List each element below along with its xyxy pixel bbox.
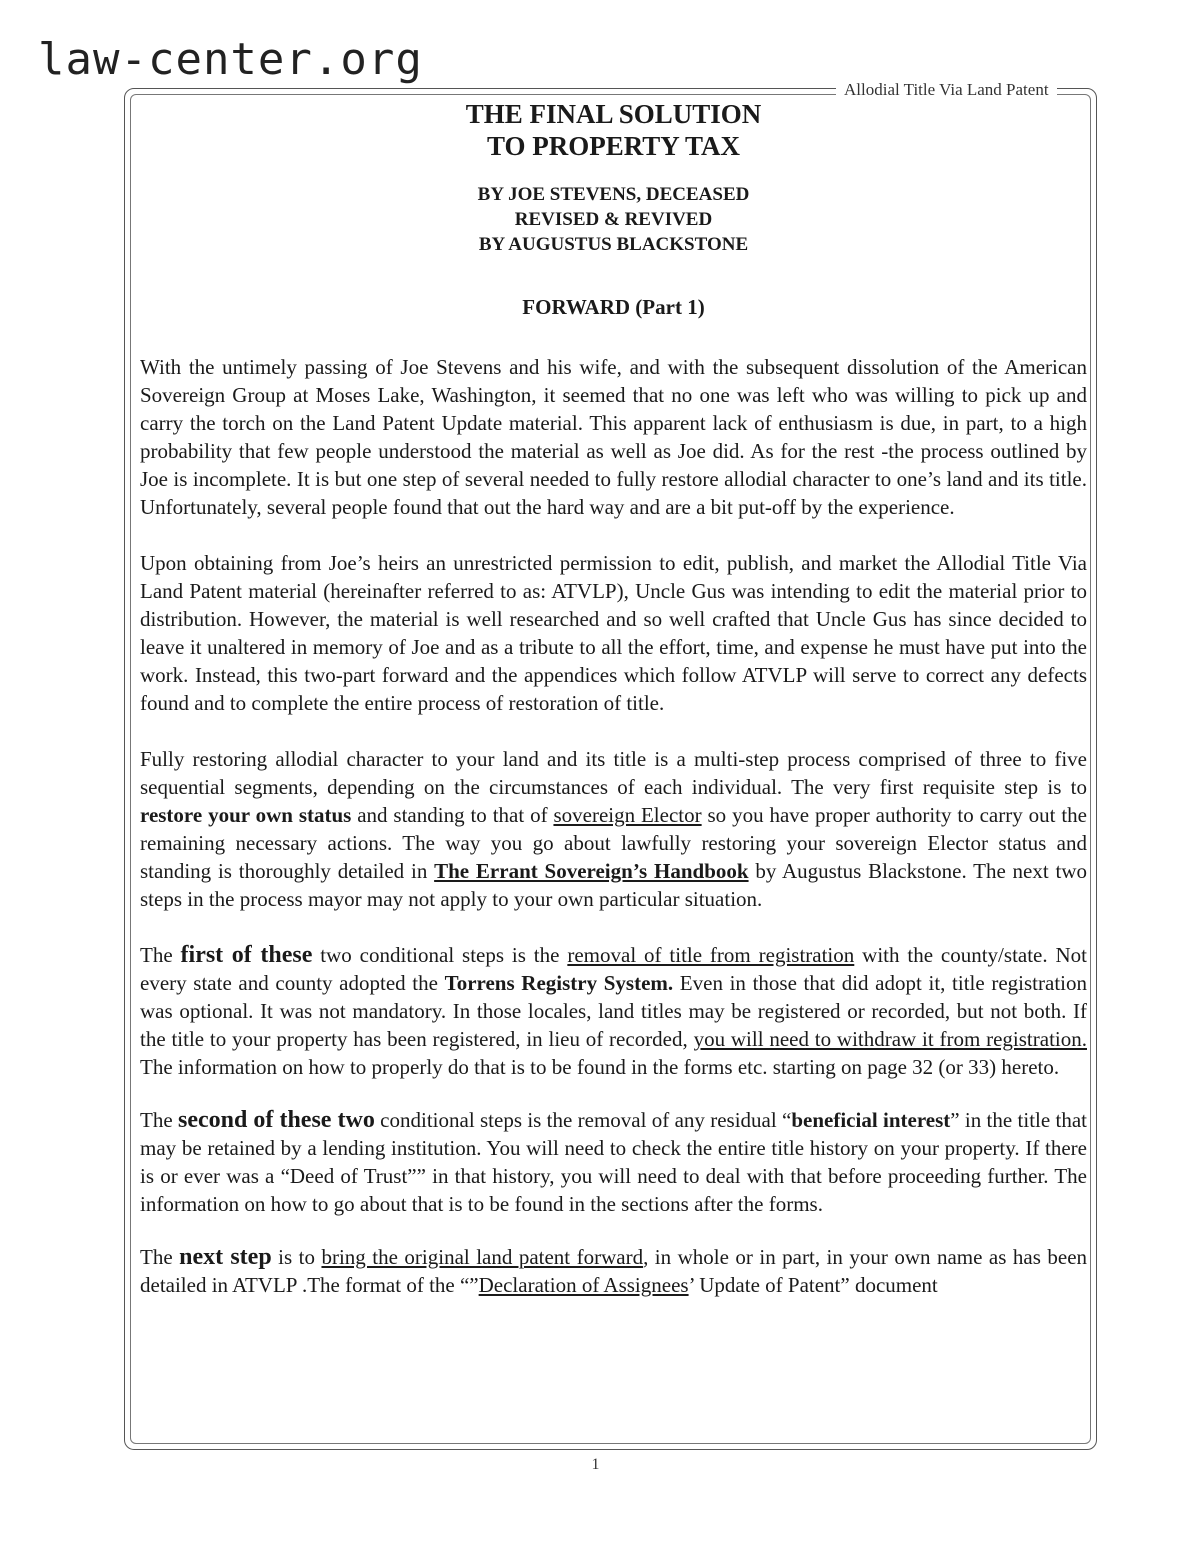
document-title (140, 98, 1087, 162)
site-watermark: law-center.org (38, 34, 423, 85)
text-run: ’ Update of Patent” document (688, 1273, 938, 1297)
text-run: is to (271, 1245, 322, 1269)
emphasis-next-step: next step (179, 1244, 272, 1270)
text-run: The information on how to properly do that is to be found in the forms etc. starting on page 32 (or 33) hereto. (140, 1055, 1060, 1079)
emphasis-beneficial-interest: beneficial interest (791, 1108, 951, 1132)
paragraph-3 (140, 745, 1087, 913)
byline-line-1: BY JOE STEVENS, DECEASED (477, 184, 750, 205)
title-line-2: TO PROPERTY TAX (486, 131, 741, 161)
text-run: and standing to that of (351, 803, 554, 827)
underline-removal-of-title: removal of title from registration (567, 943, 855, 967)
section-heading: FORWARD (Part 1) (522, 295, 705, 319)
text-run: Even in those that did adopt it, title registration was optional. It was not mandatory. In those locales, land titles may be registered or recorded, but not both. If the title to your property has been registered, in lieu of recorded, (140, 971, 1087, 1051)
underline-sovereign-elector: sovereign Elector (553, 803, 702, 827)
page-number: 1 (591, 1456, 600, 1473)
paragraph-5 (140, 1106, 1087, 1218)
text-run: The (140, 1108, 178, 1132)
title-line-1: THE FINAL SOLUTION (465, 99, 762, 129)
running-header: Allodial Title Via Land Patent (836, 80, 1057, 100)
text-run: , in whole or in part, in your own name as has been detailed in ATVLP .The format of the “” (140, 1245, 1088, 1297)
text-run: ” in the title that may be retained by a lending institution. You will need to check the entire title history on your property. If there is or ever was a “Deed of Trust”” in that history, you will need to deal with that before proceeding further. The information on how to go about that is to be found in the sections after the forms. (140, 1108, 1088, 1216)
emphasis-first-of-these: first of these (180, 942, 313, 968)
text-run: by Augustus Blackstone. The next two steps in the process mayor may not apply to your own particular situation. (140, 859, 1088, 911)
text-run: conditional steps is the removal of any residual “ (374, 1108, 792, 1132)
document-body (140, 98, 1087, 1299)
text-run: The (140, 943, 181, 967)
byline (140, 182, 1087, 257)
paragraph-2: Upon obtaining from Joe’s heirs an unrestricted permission to edit, publish, and market the Allodial Title Via Land Patent material (hereinafter referred to as: ATVLP), Uncle Gus was intending to edit the material prior to distribution. However, the material is well researched and so well crafted that Uncle Gus has since decided to leave it unaltered in memory of Joe and as a tribute to all the effort, time, and expense he must have put into the work. Instead, this two-part forward and the appendices which follow ATVLP will serve to correct any defects found and to complete the entire process of restoration of title. (140, 551, 1087, 715)
byline-line-2: REVISED & REVIVED (514, 209, 713, 230)
text-run: Fully restoring allodial character to your land and its title is a multi-step process comprised of three to five sequential segments, depending on the circumstances of each individual. The very first requisite step is to (140, 747, 1087, 799)
underline-declaration-of-assignees: Declaration of Assignees (478, 1273, 689, 1297)
text-run: so you have proper authority to carry out the remaining necessary actions. The way you go about lawfully restoring your sovereign Elector status and standing is thoroughly detailed in (140, 803, 1087, 883)
paragraph-6 (140, 1243, 1087, 1299)
book-title-errant-sovereigns-handbook: The Errant Sovereign’s Handbook (434, 859, 749, 883)
emphasis-torrens-registry: Torrens Registry System. (444, 971, 674, 995)
text-run: two conditional steps is the (312, 943, 568, 967)
underline-withdraw-registration: you will need to withdraw it from registration. (693, 1027, 1087, 1051)
paragraph-1: With the untimely passing of Joe Stevens and his wife, and with the subsequent dissolution of the American Sovereign Group at Moses Lake, Washington, it seemed that no one was left who was willing to pick up and carry the torch on the Land Patent Update material. This apparent lack of enthusiasm is due, in part, to a high probability that few people understood the material as well as Joe did. As for the rest -the process outlined by Joe is incomplete. It is but one step of several needed to fully restore allodial character to one’s land and its title. Unfortunately, several people found that out the hard way and are a bit put-off by the experience. (140, 355, 1087, 519)
underline-bring-patent-forward: bring the original land patent forward (321, 1245, 644, 1269)
paragraph-4 (140, 941, 1087, 1081)
emphasis-second-of-these: second of these two (177, 1107, 375, 1133)
text-run: The (140, 1245, 180, 1269)
emphasis-restore-status: restore your own status (140, 803, 352, 827)
byline-line-3: BY AUGUSTUS BLACKSTONE (478, 234, 749, 255)
text-run: with the county/state. Not every state and county adopted the (140, 943, 1088, 995)
